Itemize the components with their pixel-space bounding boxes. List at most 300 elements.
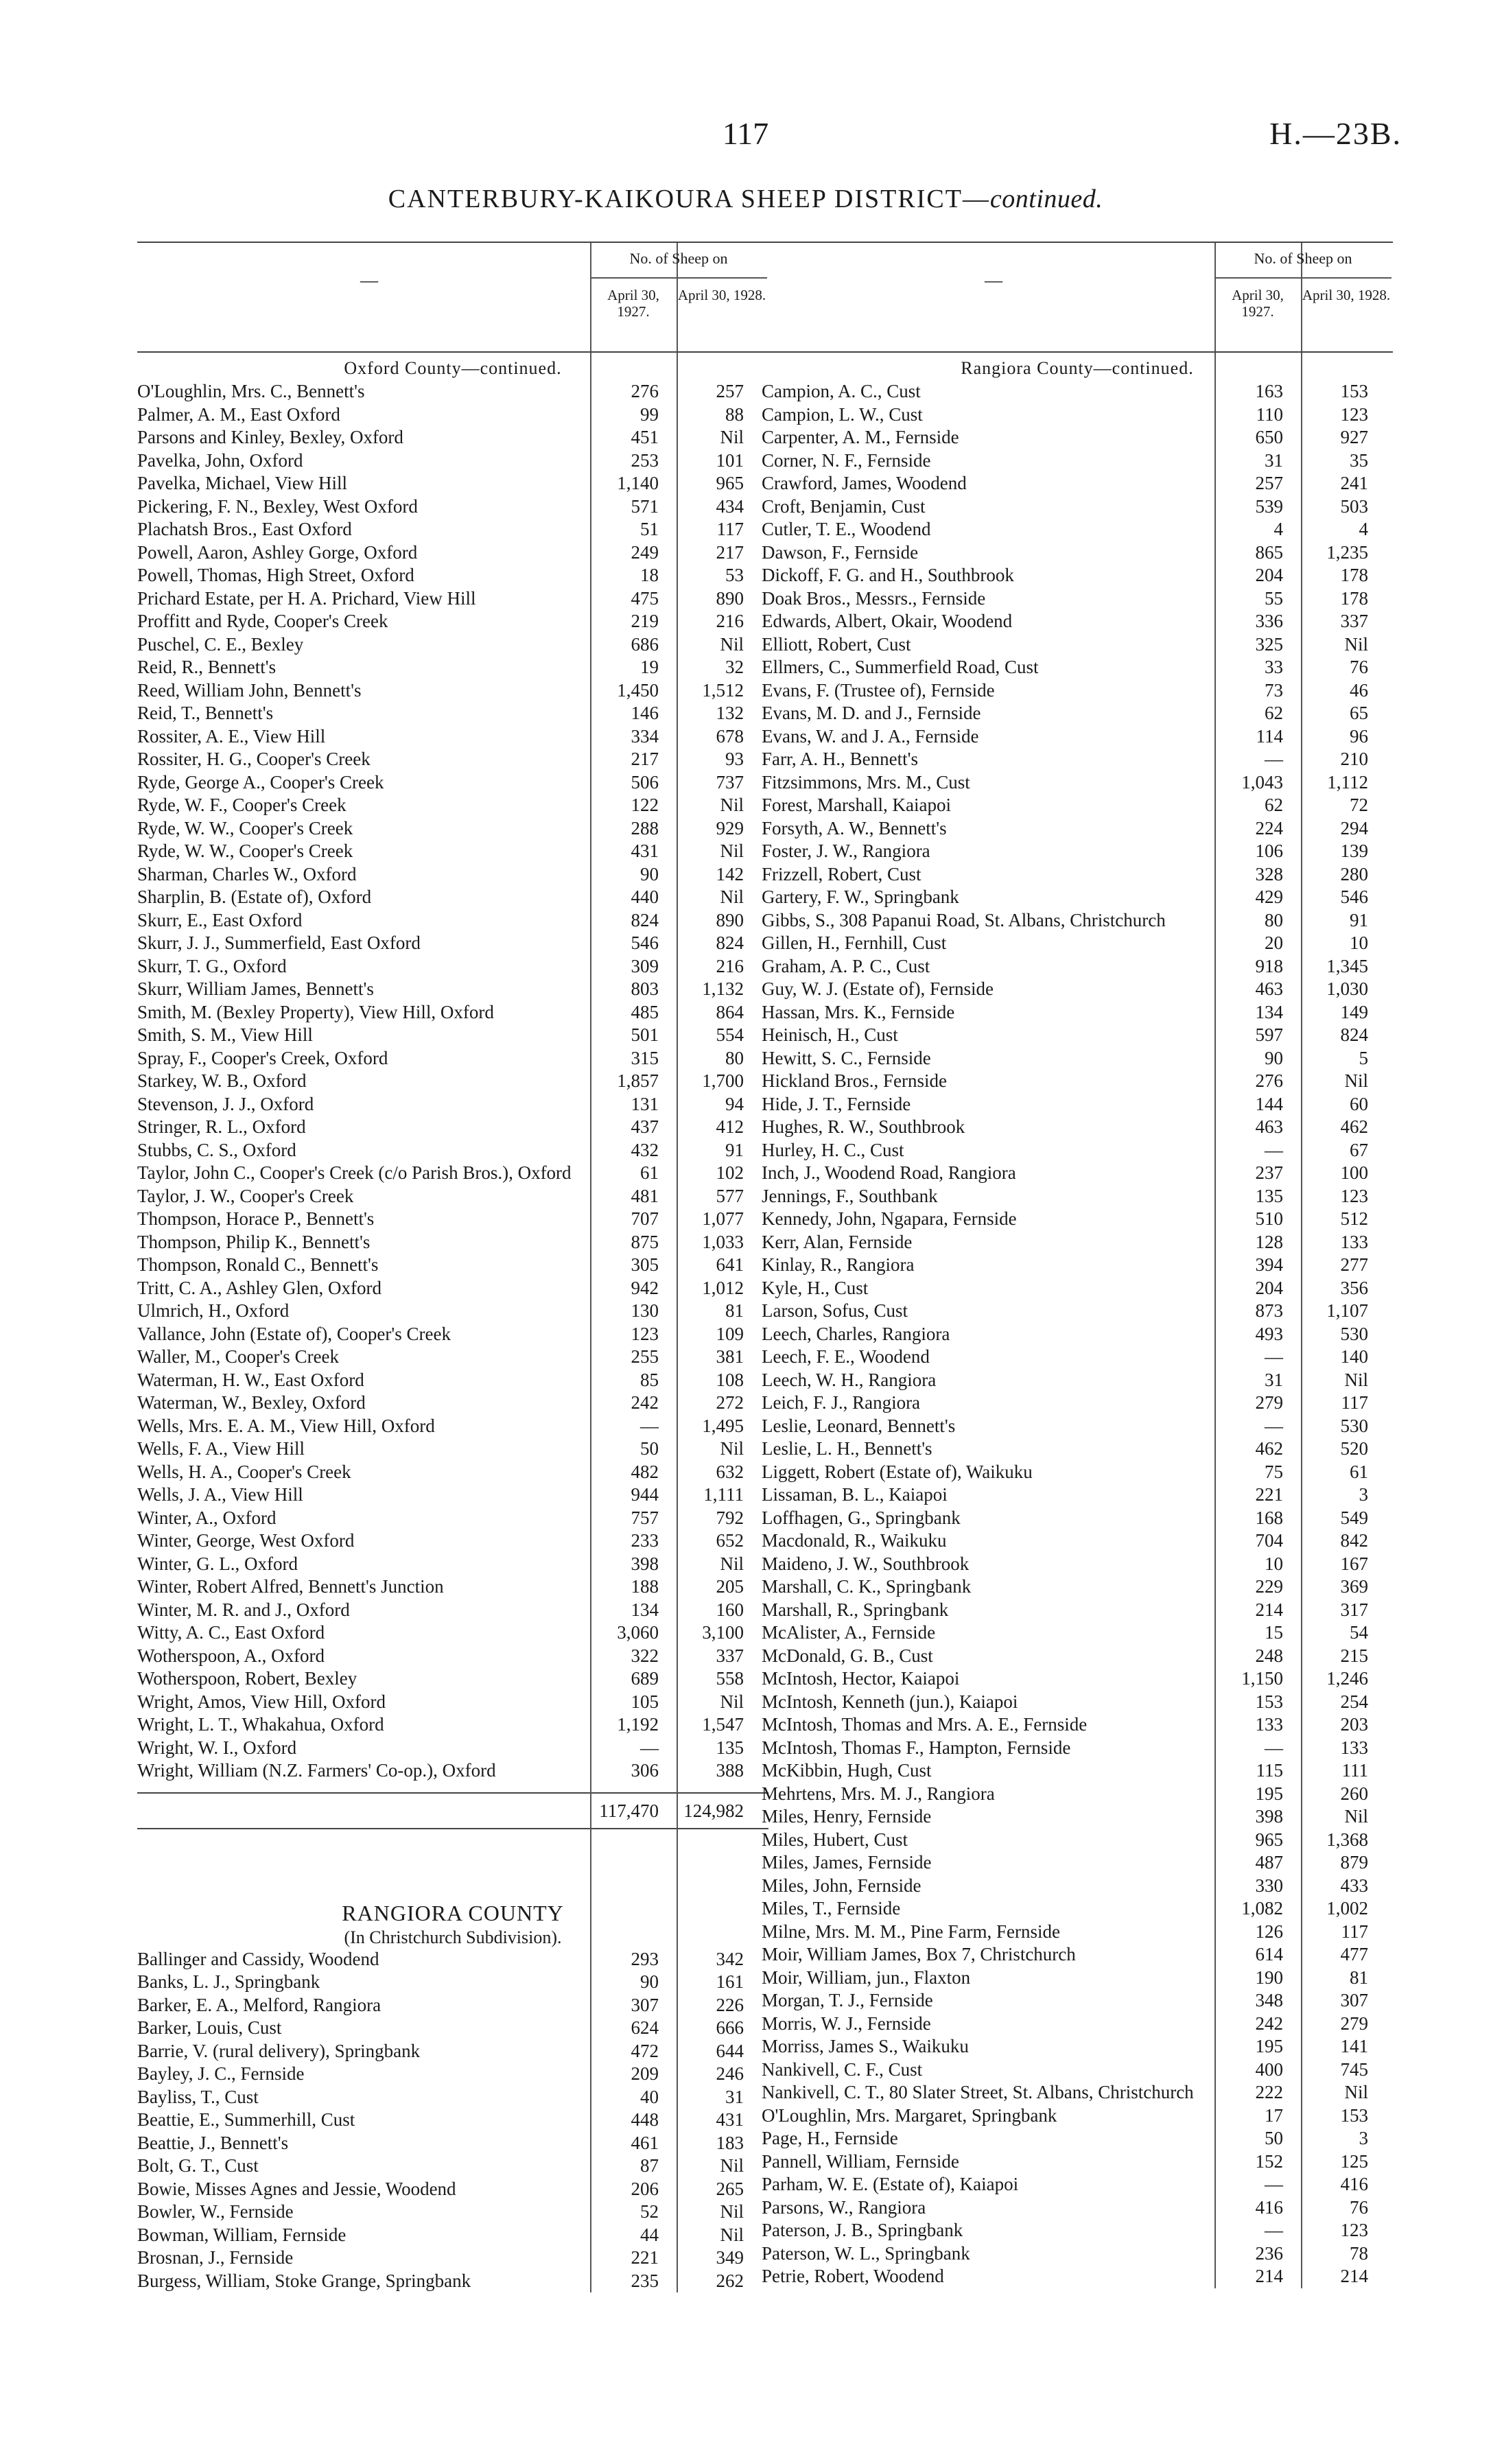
table-row [762, 587, 1393, 611]
table-row [137, 2224, 768, 2247]
table-row [762, 1967, 1393, 1990]
holder-name: Smith, M. (Bexley Property), View Hill, Oxford [137, 1001, 494, 1022]
holder-name: Parsons, W., Rangiora [762, 2196, 926, 2218]
table-row [137, 1231, 768, 1254]
sheep-1927: 1,857 [617, 1070, 659, 1091]
sheep-1928: 1,030 [1326, 978, 1368, 999]
sheep-1927: — [1265, 2174, 1283, 2194]
holder-name: Pavelka, John, Oxford [137, 449, 303, 471]
table-row [137, 1461, 768, 1484]
holder-name: McIntosh, Kenneth (jun.), Kaiapoi [762, 1691, 1018, 1712]
holder-name: Milne, Mrs. M. M., Pine Farm, Fernside [762, 1921, 1060, 1942]
sheep-1927: 31 [1265, 1369, 1283, 1390]
sheep-1927: 87 [640, 2155, 659, 2176]
table-row [137, 771, 768, 795]
table-row [137, 1277, 768, 1300]
oxford-total [137, 1792, 768, 1829]
sheep-1928: 577 [716, 1185, 744, 1206]
holder-name: Kyle, H., Cust [762, 1277, 869, 1298]
table-row [137, 1300, 768, 1323]
sheep-1928: 178 [1340, 565, 1368, 585]
sheep-1927: 481 [631, 1185, 659, 1206]
section-rangiora-continued: Rangiora County—continued. [961, 358, 1194, 378]
sheep-1927: 209 [631, 2063, 659, 2084]
sheep-1928: 1,132 [702, 978, 744, 999]
sheep-1927: 90 [640, 1971, 659, 1992]
sheep-1928: 183 [716, 2132, 744, 2153]
table-row [137, 449, 768, 473]
table-row [137, 1024, 768, 1047]
right-column [762, 242, 1393, 2288]
holder-name: Leech, Charles, Rangiora [762, 1323, 950, 1344]
holder-name: Barrie, V. (rural delivery), Springbank [137, 2040, 421, 2061]
table-row [762, 564, 1393, 587]
sheep-1928: 111 [1341, 1760, 1368, 1781]
table-row [137, 1667, 768, 1691]
holder-name: McDonald, G. B., Cust [762, 1645, 933, 1666]
sheep-1927: 279 [1255, 1392, 1283, 1413]
sheep-1928: Nil [1344, 633, 1368, 655]
sheep-1928: 80 [725, 1047, 744, 1068]
sheep-1928: 388 [716, 1760, 744, 1781]
table-row [762, 1529, 1393, 1553]
sheep-1928: 210 [1340, 749, 1368, 769]
table-row [762, 518, 1393, 541]
sheep-1927: 431 [631, 841, 659, 861]
sheep-1928: 317 [1340, 1599, 1368, 1620]
sheep-1928: 1,012 [702, 1277, 744, 1298]
holder-name: Miles, Henry, Fernside [762, 1806, 932, 1827]
table-row [137, 1994, 768, 2017]
sheep-1928: 35 [1350, 449, 1368, 471]
sheep-1927: 650 [1255, 427, 1283, 447]
table-row [762, 2150, 1393, 2174]
sheep-1927: 255 [631, 1346, 659, 1367]
table-row [137, 725, 768, 749]
sheep-1928: Nil [1344, 1070, 1368, 1091]
sheep-1927: 62 [1265, 703, 1283, 723]
sheep-1927: 44 [640, 2224, 659, 2245]
sheep-1927: 325 [1255, 633, 1283, 655]
sheep-1928: 1,368 [1326, 1829, 1368, 1850]
sheep-1927: 398 [1255, 1806, 1283, 1827]
sheep-1927: 33 [1265, 657, 1283, 677]
table-row [762, 1024, 1393, 1047]
table-row [762, 771, 1393, 795]
table-row [762, 2173, 1393, 2196]
holder-name: McKibbin, Hugh, Cust [762, 1760, 932, 1781]
table-row [137, 1070, 768, 1093]
sheep-1928: 32 [725, 657, 744, 677]
total-1927: 117,470 [599, 1800, 659, 1821]
sheep-1927: 293 [631, 1948, 659, 1969]
sheep-1928: 135 [716, 1737, 744, 1758]
holder-name: Crawford, James, Woodend [762, 473, 967, 493]
sheep-1927: 276 [1255, 1070, 1283, 1091]
table-row [137, 1529, 768, 1553]
table-row [762, 1438, 1393, 1461]
sheep-1927: 206 [631, 2178, 659, 2199]
sheep-1927: 55 [1265, 587, 1283, 609]
sheep-1927: — [1265, 2220, 1283, 2240]
sheep-1928: 60 [1350, 1093, 1368, 1114]
sheep-1928: 503 [1340, 495, 1368, 517]
sheep-1927: 322 [631, 1645, 659, 1666]
table-row [762, 863, 1393, 887]
holder-name: Dickoff, F. G. and H., Southbrook [762, 565, 1014, 585]
holder-name: Leslie, Leonard, Bennett's [762, 1415, 956, 1436]
holder-name: Beattie, J., Bennett's [137, 2132, 289, 2153]
sheep-1927: 257 [1255, 473, 1283, 493]
sheep-1928: Nil [720, 1438, 744, 1459]
sheep-1928: 349 [716, 2247, 744, 2268]
holder-name: Inch, J., Woodend Road, Rangiora [762, 1162, 1016, 1183]
sheep-1928: 512 [1340, 1208, 1368, 1229]
holder-name: Beattie, E., Summerhill, Cust [137, 2109, 355, 2130]
sheep-1927: 875 [631, 1231, 659, 1252]
table-row [762, 1277, 1393, 1300]
sheep-1928: 737 [716, 771, 744, 793]
sheep-1927: 90 [640, 863, 659, 884]
sheep-1927: 429 [1255, 887, 1283, 907]
table-row [137, 1139, 768, 1162]
sheep-1928: Nil [720, 633, 744, 655]
holder-name: Kinlay, R., Rangiora [762, 1254, 915, 1275]
sheep-1927: 130 [631, 1300, 659, 1321]
sheep-1928: 530 [1340, 1323, 1368, 1344]
sheep-1928: 272 [716, 1392, 744, 1413]
holder-name: Gillen, H., Fernhill, Cust [762, 932, 947, 953]
sheep-1928: 117 [716, 519, 744, 539]
holder-name: Wells, Mrs. E. A. M., View Hill, Oxford [137, 1415, 435, 1436]
holder-name: Morris, W. J., Fernside [762, 2013, 931, 2034]
sheep-1927: 204 [1255, 565, 1283, 585]
sheep-1927: 330 [1255, 1875, 1283, 1896]
sheep-1928: 1,495 [702, 1415, 744, 1436]
sheep-1928: 140 [1340, 1346, 1368, 1367]
holder-name: Marshall, R., Springbank [762, 1599, 949, 1620]
table-row [762, 748, 1393, 771]
holder-name: Winter, G. L., Oxford [137, 1553, 298, 1574]
table-row [137, 1001, 768, 1024]
table-row [137, 1323, 768, 1346]
sheep-1928: 93 [725, 749, 744, 769]
sheep-1928: 879 [1340, 1852, 1368, 1873]
sheep-1928: 117 [1341, 1921, 1368, 1942]
sheep-1927: 146 [631, 703, 659, 723]
sheep-1927: 18 [640, 565, 659, 585]
table-row [137, 1759, 768, 1783]
sheep-1927: 803 [631, 978, 659, 999]
holder-name: Heinisch, H., Cust [762, 1024, 898, 1045]
table-row [762, 1070, 1393, 1093]
sheep-1928: 1,077 [702, 1208, 744, 1229]
table-row [137, 587, 768, 611]
holder-name: Banks, L. J., Springbank [137, 1971, 320, 1992]
sheep-1928: 462 [1340, 1116, 1368, 1137]
total-1928: 124,982 [683, 1800, 744, 1821]
sheep-1928: 260 [1340, 1783, 1368, 1804]
sheep-1928: 745 [1340, 2058, 1368, 2080]
sheep-1927: 398 [631, 1553, 659, 1574]
sheep-1928: 132 [716, 703, 744, 723]
holder-name: Puschel, C. E., Bexley [137, 633, 304, 655]
sheep-1928: 546 [1340, 887, 1368, 907]
holder-name: Barker, E. A., Melford, Rangiora [137, 1994, 381, 2015]
sheep-1927: 944 [631, 1484, 659, 1505]
sheep-1928: 342 [716, 1948, 744, 1969]
table-row [137, 1713, 768, 1737]
table-row [762, 1300, 1393, 1323]
holder-name: Carpenter, A. M., Fernside [762, 427, 959, 447]
table-row [137, 1575, 768, 1599]
sheep-1928: 246 [716, 2063, 744, 2084]
holder-name: Reed, William John, Bennett's [137, 679, 362, 701]
sheep-1927: 31 [1265, 449, 1283, 471]
sheep-1928: 381 [716, 1346, 744, 1367]
sheep-1927: 214 [1255, 2266, 1283, 2286]
sheep-1928: Nil [720, 2155, 744, 2176]
holder-name: Palmer, A. M., East Oxford [137, 403, 340, 425]
sheep-1928: 149 [1340, 1001, 1368, 1022]
sheep-1928: Nil [720, 2224, 744, 2245]
sheep-1927: 106 [1255, 841, 1283, 861]
sheep-1927: 20 [1265, 932, 1283, 953]
holder-name: Hickland Bros., Fernside [762, 1070, 947, 1091]
table-row [137, 633, 768, 657]
sheep-1927: 17 [1265, 2104, 1283, 2126]
holder-name: Farr, A. H., Bennett's [762, 749, 919, 769]
table-row [762, 1369, 1393, 1392]
table-row [137, 1507, 768, 1530]
sheep-1927: — [1265, 1415, 1283, 1436]
holder-name: Miles, Hubert, Cust [762, 1829, 908, 1850]
header-1927: April 30, 1927. [1232, 287, 1284, 320]
table-row [762, 1829, 1393, 1852]
sheep-1928: 632 [716, 1461, 744, 1482]
sheep-1928: 477 [1340, 1944, 1368, 1964]
sheep-1927: 475 [631, 587, 659, 609]
holder-name: Thompson, Ronald C., Bennett's [137, 1254, 379, 1275]
sheep-1928: Nil [720, 427, 744, 447]
sheep-1927: 482 [631, 1461, 659, 1482]
sheep-1927: 689 [631, 1668, 659, 1689]
sheep-1927: 168 [1255, 1507, 1283, 1528]
sheep-1928: 123 [1340, 403, 1368, 425]
sheep-1927: 1,450 [617, 679, 659, 701]
sheep-1928: 65 [1350, 703, 1368, 723]
sheep-1927: 15 [1265, 1622, 1283, 1643]
holder-name: Bayliss, T., Cust [137, 2086, 259, 2107]
right-table-body [762, 353, 1393, 2288]
table-row [137, 1185, 768, 1208]
sheep-1927: 448 [631, 2109, 659, 2130]
sheep-1927: 52 [640, 2201, 659, 2222]
table-row [762, 1575, 1393, 1599]
table-row [762, 380, 1393, 403]
sheep-1927: — [640, 1415, 659, 1436]
holder-name: Kennedy, John, Ngapara, Fernside [762, 1208, 1017, 1229]
table-row [137, 1645, 768, 1668]
holder-name: Vallance, John (Estate of), Cooper's Creek [137, 1323, 451, 1344]
sheep-1927: 144 [1255, 1093, 1283, 1114]
table-row [762, 1737, 1393, 1760]
sheep-1927: 236 [1255, 2242, 1283, 2264]
sheep-1928: 294 [1340, 817, 1368, 838]
sheep-1927: 432 [631, 1139, 659, 1160]
sheep-1928: 178 [1340, 587, 1368, 609]
sheep-1928: 1,246 [1326, 1668, 1368, 1689]
header-dash: — [360, 270, 378, 290]
sheep-1927: 221 [631, 2247, 659, 2268]
table-row [762, 1921, 1393, 1944]
holder-name: Thompson, Philip K., Bennett's [137, 1231, 371, 1252]
sheep-1927: 440 [631, 887, 659, 907]
sheep-1928: 153 [1340, 2104, 1368, 2126]
holder-name: Maideno, J. W., Southbrook [762, 1553, 970, 1574]
sheep-1927: 597 [1255, 1024, 1283, 1045]
header-1928: April 30, 1928. [677, 287, 766, 303]
holder-name: Foster, J. W., Rangiora [762, 841, 930, 861]
holder-name: Ryde, George A., Cooper's Creek [137, 771, 384, 793]
sheep-1928: 100 [1340, 1162, 1368, 1183]
holder-name: Bowman, William, Fernside [137, 2224, 347, 2245]
sheep-1928: 94 [725, 1093, 744, 1114]
sheep-1928: 549 [1340, 1507, 1368, 1528]
table-row [137, 1346, 768, 1369]
table-row [762, 978, 1393, 1001]
sheep-1928: 890 [716, 909, 744, 930]
sheep-1928: 890 [716, 587, 744, 609]
table-row [137, 2155, 768, 2178]
holder-name: Parsons and Kinley, Bexley, Oxford [137, 427, 403, 447]
table-row [762, 1691, 1393, 1714]
sheep-1928: 215 [1340, 1645, 1368, 1666]
holder-name: Page, H., Fernside [762, 2128, 898, 2148]
sheep-1928: 792 [716, 1507, 744, 1528]
holder-name: McIntosh, Thomas and Mrs. A. E., Fernside [762, 1714, 1088, 1735]
sheep-1927: 75 [1265, 1461, 1283, 1482]
sheep-1927: 110 [1256, 403, 1283, 425]
holder-name: Evans, F. (Trustee of), Fernside [762, 679, 995, 701]
holder-name: Pickering, F. N., Bexley, West Oxford [137, 495, 418, 517]
sheep-1928: 160 [716, 1599, 744, 1620]
table-row [762, 1231, 1393, 1254]
sheep-1927: 686 [631, 633, 659, 655]
table-row [137, 1208, 768, 1231]
table-row [137, 679, 768, 703]
sheep-1927: 307 [631, 1994, 659, 2015]
sheep-1927: 62 [1265, 795, 1283, 815]
sheep-1928: 4 [1359, 519, 1368, 539]
table-row [137, 1093, 768, 1116]
table-row [137, 1971, 768, 1994]
sheep-1928: 76 [1350, 657, 1368, 677]
sheep-1927: 188 [631, 1576, 659, 1597]
section-rangiora: RANGIORA COUNTY [342, 1900, 564, 1925]
sheep-1927: — [640, 1737, 659, 1758]
sheep-1928: 1,345 [1326, 955, 1368, 976]
sheep-1928: 226 [716, 1994, 744, 2015]
table-row [762, 1415, 1393, 1438]
sheep-1927: 394 [1255, 1254, 1283, 1275]
table-row [762, 633, 1393, 657]
sheep-1928: 1,700 [702, 1070, 744, 1091]
holder-name: Gibbs, S., 308 Papanui Road, St. Albans, Christchurch [762, 909, 1166, 930]
sheep-1927: 135 [1255, 1185, 1283, 1206]
holder-name: Hide, J. T., Fernside [762, 1093, 911, 1114]
table-row [137, 541, 768, 565]
sheep-1927: 463 [1255, 978, 1283, 999]
sheep-1928: 337 [1340, 611, 1368, 631]
table-row [137, 1621, 768, 1645]
sheep-1928: 31 [725, 2086, 744, 2107]
holder-name: Rossiter, H. G., Cooper's Creek [137, 749, 371, 769]
table-row [137, 932, 768, 955]
table-row [762, 2265, 1393, 2288]
sheep-1927: 219 [631, 611, 659, 631]
sheep-1928: 1,547 [702, 1714, 744, 1735]
sheep-1927: 221 [1255, 1484, 1283, 1505]
holder-name: Powell, Aaron, Ashley Gorge, Oxford [137, 541, 418, 563]
holder-name: Witty, A. C., East Oxford [137, 1622, 325, 1643]
sheep-1927: 506 [631, 771, 659, 793]
sheep-1928: 3 [1359, 2128, 1368, 2148]
sheep-1927: 348 [1255, 1990, 1283, 2010]
sheep-1928: 214 [1340, 2266, 1368, 2286]
sheep-1927: 122 [631, 795, 659, 815]
sheep-1927: 501 [631, 1024, 659, 1045]
sheep-1927: 235 [631, 2270, 659, 2291]
holder-name: Mehrtens, Mrs. M. J., Rangiora [762, 1783, 995, 1804]
table-row [762, 817, 1393, 841]
sheep-1928: 530 [1340, 1415, 1368, 1436]
table-row [137, 817, 768, 841]
holder-name: Leech, F. E., Woodend [762, 1346, 930, 1367]
table-row [137, 2246, 768, 2270]
table-row [762, 1759, 1393, 1783]
sheep-1927: 90 [1265, 1047, 1283, 1068]
sheep-1927: 51 [640, 519, 659, 539]
holder-name: Morriss, James S., Waikuku [762, 2036, 969, 2056]
sheep-1928: 929 [716, 817, 744, 838]
table-row [762, 1667, 1393, 1691]
sheep-1928: 161 [716, 1971, 744, 1992]
sheep-1927: 942 [631, 1277, 659, 1298]
holder-name: Doak Bros., Messrs., Fernside [762, 587, 986, 609]
holder-name: Taylor, J. W., Cooper's Creek [137, 1185, 354, 1206]
holder-name: Wells, J. A., View Hill [137, 1484, 303, 1505]
sheep-1927: 195 [1255, 1783, 1283, 1804]
sheep-1927: 195 [1255, 2036, 1283, 2056]
sheep-1927: 105 [631, 1691, 659, 1712]
holder-name: Sharman, Charles W., Oxford [137, 863, 357, 884]
holder-name: Waterman, W., Bexley, Oxford [137, 1392, 366, 1413]
holder-name: Macdonald, R., Waikuku [762, 1530, 947, 1551]
table-row [137, 2201, 768, 2224]
sheep-1928: 53 [725, 565, 744, 585]
sheep-1927: 253 [631, 449, 659, 471]
table-row [137, 1116, 768, 1139]
sheep-1928: 123 [1340, 2220, 1368, 2240]
sheep-1927: 461 [631, 2132, 659, 2153]
table-row [762, 610, 1393, 633]
sheep-1927: 1,043 [1241, 771, 1283, 793]
sheep-1928: 1,111 [703, 1484, 744, 1505]
table-row [137, 702, 768, 725]
sheep-1927: 539 [1255, 495, 1283, 517]
table-row [137, 2270, 768, 2293]
